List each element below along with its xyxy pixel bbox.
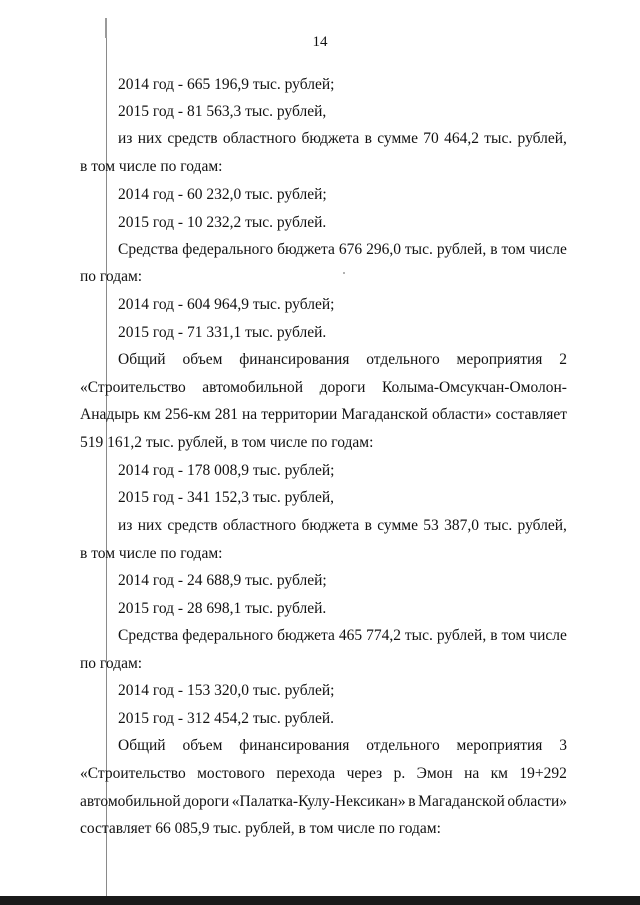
word: объем (182, 351, 223, 368)
word: 464,2 (444, 130, 479, 147)
word: в (364, 517, 372, 534)
word: в (490, 627, 498, 644)
word: 3 (559, 737, 567, 754)
word: на (464, 765, 480, 782)
word: средств (167, 517, 218, 534)
word: них (137, 130, 163, 147)
word: том (501, 241, 526, 258)
text-line: 519 161,2 тыс. рублей, в том числе по годам: (80, 434, 374, 451)
word: тыс. (484, 517, 513, 534)
word: 19+292 (519, 765, 567, 782)
word: Средства (118, 241, 179, 258)
word: р. (393, 765, 406, 782)
text-line: по годам: (80, 655, 143, 672)
word: мероприятия (456, 737, 543, 754)
word: сумме (377, 130, 418, 147)
word: из (118, 130, 133, 147)
word: рублей, (517, 517, 567, 534)
word: Колыма-Омсукчан-Омолон- (381, 379, 567, 396)
text-line: 2014 год - 178 008,9 тыс. рублей; (118, 462, 335, 479)
word: финансирования (239, 351, 350, 368)
word: федерального (182, 627, 274, 644)
word: из (118, 517, 133, 534)
word: бюджета (301, 517, 360, 534)
word: Средства (118, 627, 179, 644)
word: через (346, 765, 383, 782)
word: бюджета (301, 130, 360, 147)
word: тыс. (404, 241, 433, 258)
text-line: 2015 год - 312 454,2 тыс. рублей. (118, 710, 335, 727)
text-line: 2015 год - 10 232,2 тыс. рублей. (118, 214, 327, 231)
text-line: 2014 год - 665 196,9 тыс. рублей; (118, 76, 335, 93)
scan-bottom-edge (0, 896, 640, 905)
word: 387,0 (444, 517, 479, 534)
word: 70 (423, 130, 439, 147)
word: «Строительство (80, 379, 186, 396)
text-line: в том числе по годам: (80, 158, 223, 175)
word: Общий (118, 737, 166, 754)
word: перехода (276, 765, 336, 782)
word: финансирования (239, 737, 350, 754)
justified-line (118, 351, 567, 369)
word: числе (529, 627, 567, 644)
word: отдельного (366, 737, 440, 754)
text-line: 2015 год - 71 331,1 тыс. рублей. (118, 324, 327, 341)
word: 296,0 (366, 241, 401, 258)
word: в (490, 241, 498, 258)
word: сумме (377, 517, 418, 534)
word: областного (222, 130, 297, 147)
word: федерального (182, 241, 274, 258)
text-line: 2014 год - 60 232,0 тыс. рублей; (118, 186, 327, 203)
word: средств (167, 130, 218, 147)
justified-line (118, 517, 567, 535)
word: в (408, 793, 416, 810)
text-line: в том числе по годам: (80, 545, 223, 562)
word: отдельного (366, 351, 440, 368)
word: областного (222, 517, 297, 534)
word: 465 (338, 627, 363, 644)
word: составляет (495, 406, 567, 423)
word: в (364, 130, 372, 147)
word: 256-км (164, 406, 211, 423)
text-line: 2014 год - 153 320,0 тыс. рублей; (118, 682, 335, 699)
word: дороги (319, 379, 366, 396)
word: Магаданской (418, 793, 505, 810)
text-line: 2014 год - 604 964,9 тыс. рублей; (118, 296, 335, 313)
text-line: 2014 год - 24 688,9 тыс. рублей; (118, 572, 327, 589)
word: тыс. (484, 130, 513, 147)
justified-line (118, 737, 567, 755)
word: Общий (118, 351, 166, 368)
page-number: 14 (312, 34, 328, 50)
justified-line (80, 793, 567, 811)
word: рублей, (517, 130, 567, 147)
text-line: 2015 год - 81 563,3 тыс. рублей, (118, 103, 327, 120)
text-line: 2015 год - 28 698,1 тыс. рублей. (118, 600, 327, 617)
word: них (137, 517, 163, 534)
word: 676 (338, 241, 363, 258)
word: Эмон (416, 765, 453, 782)
justified-line (118, 241, 567, 259)
word: бюджета (277, 241, 335, 258)
word: области» (507, 793, 567, 810)
word: Анадырь (80, 406, 140, 423)
word: мостового (197, 765, 265, 782)
text-line: составляет 66 085,9 тыс. рублей, в том числе по годам: (80, 820, 441, 837)
justified-line (118, 130, 567, 148)
word: «Палатка-Кулу-Нексикан» (231, 793, 406, 810)
word: числе (529, 241, 567, 258)
word: мероприятия (456, 351, 543, 368)
word: 774,2 (366, 627, 401, 644)
word: дороги (183, 793, 230, 810)
word: 53 (423, 517, 439, 534)
word: бюджета (277, 627, 335, 644)
text-line: по годам: (80, 268, 143, 285)
word: автомобильной (80, 793, 181, 810)
word: «Строительство (80, 765, 186, 782)
word: автомобильной (202, 379, 304, 396)
justified-line (80, 765, 567, 783)
justified-line (118, 627, 567, 645)
word: территории (261, 406, 338, 423)
word: км (490, 765, 508, 782)
word: объем (182, 737, 223, 754)
word: области» (432, 406, 492, 423)
word: на (241, 406, 258, 423)
word: Магаданской (341, 406, 428, 423)
text-line: 2015 год - 341 152,3 тыс. рублей, (118, 489, 335, 506)
word: 2 (559, 351, 567, 368)
word: рублей, (436, 241, 487, 258)
justified-line (80, 379, 567, 397)
word: рублей, (436, 627, 487, 644)
word: 281 (214, 406, 238, 423)
word: тыс. (404, 627, 433, 644)
word: км (143, 406, 161, 423)
justified-line (80, 406, 567, 424)
scan-speck (343, 272, 345, 274)
word: том (501, 627, 526, 644)
